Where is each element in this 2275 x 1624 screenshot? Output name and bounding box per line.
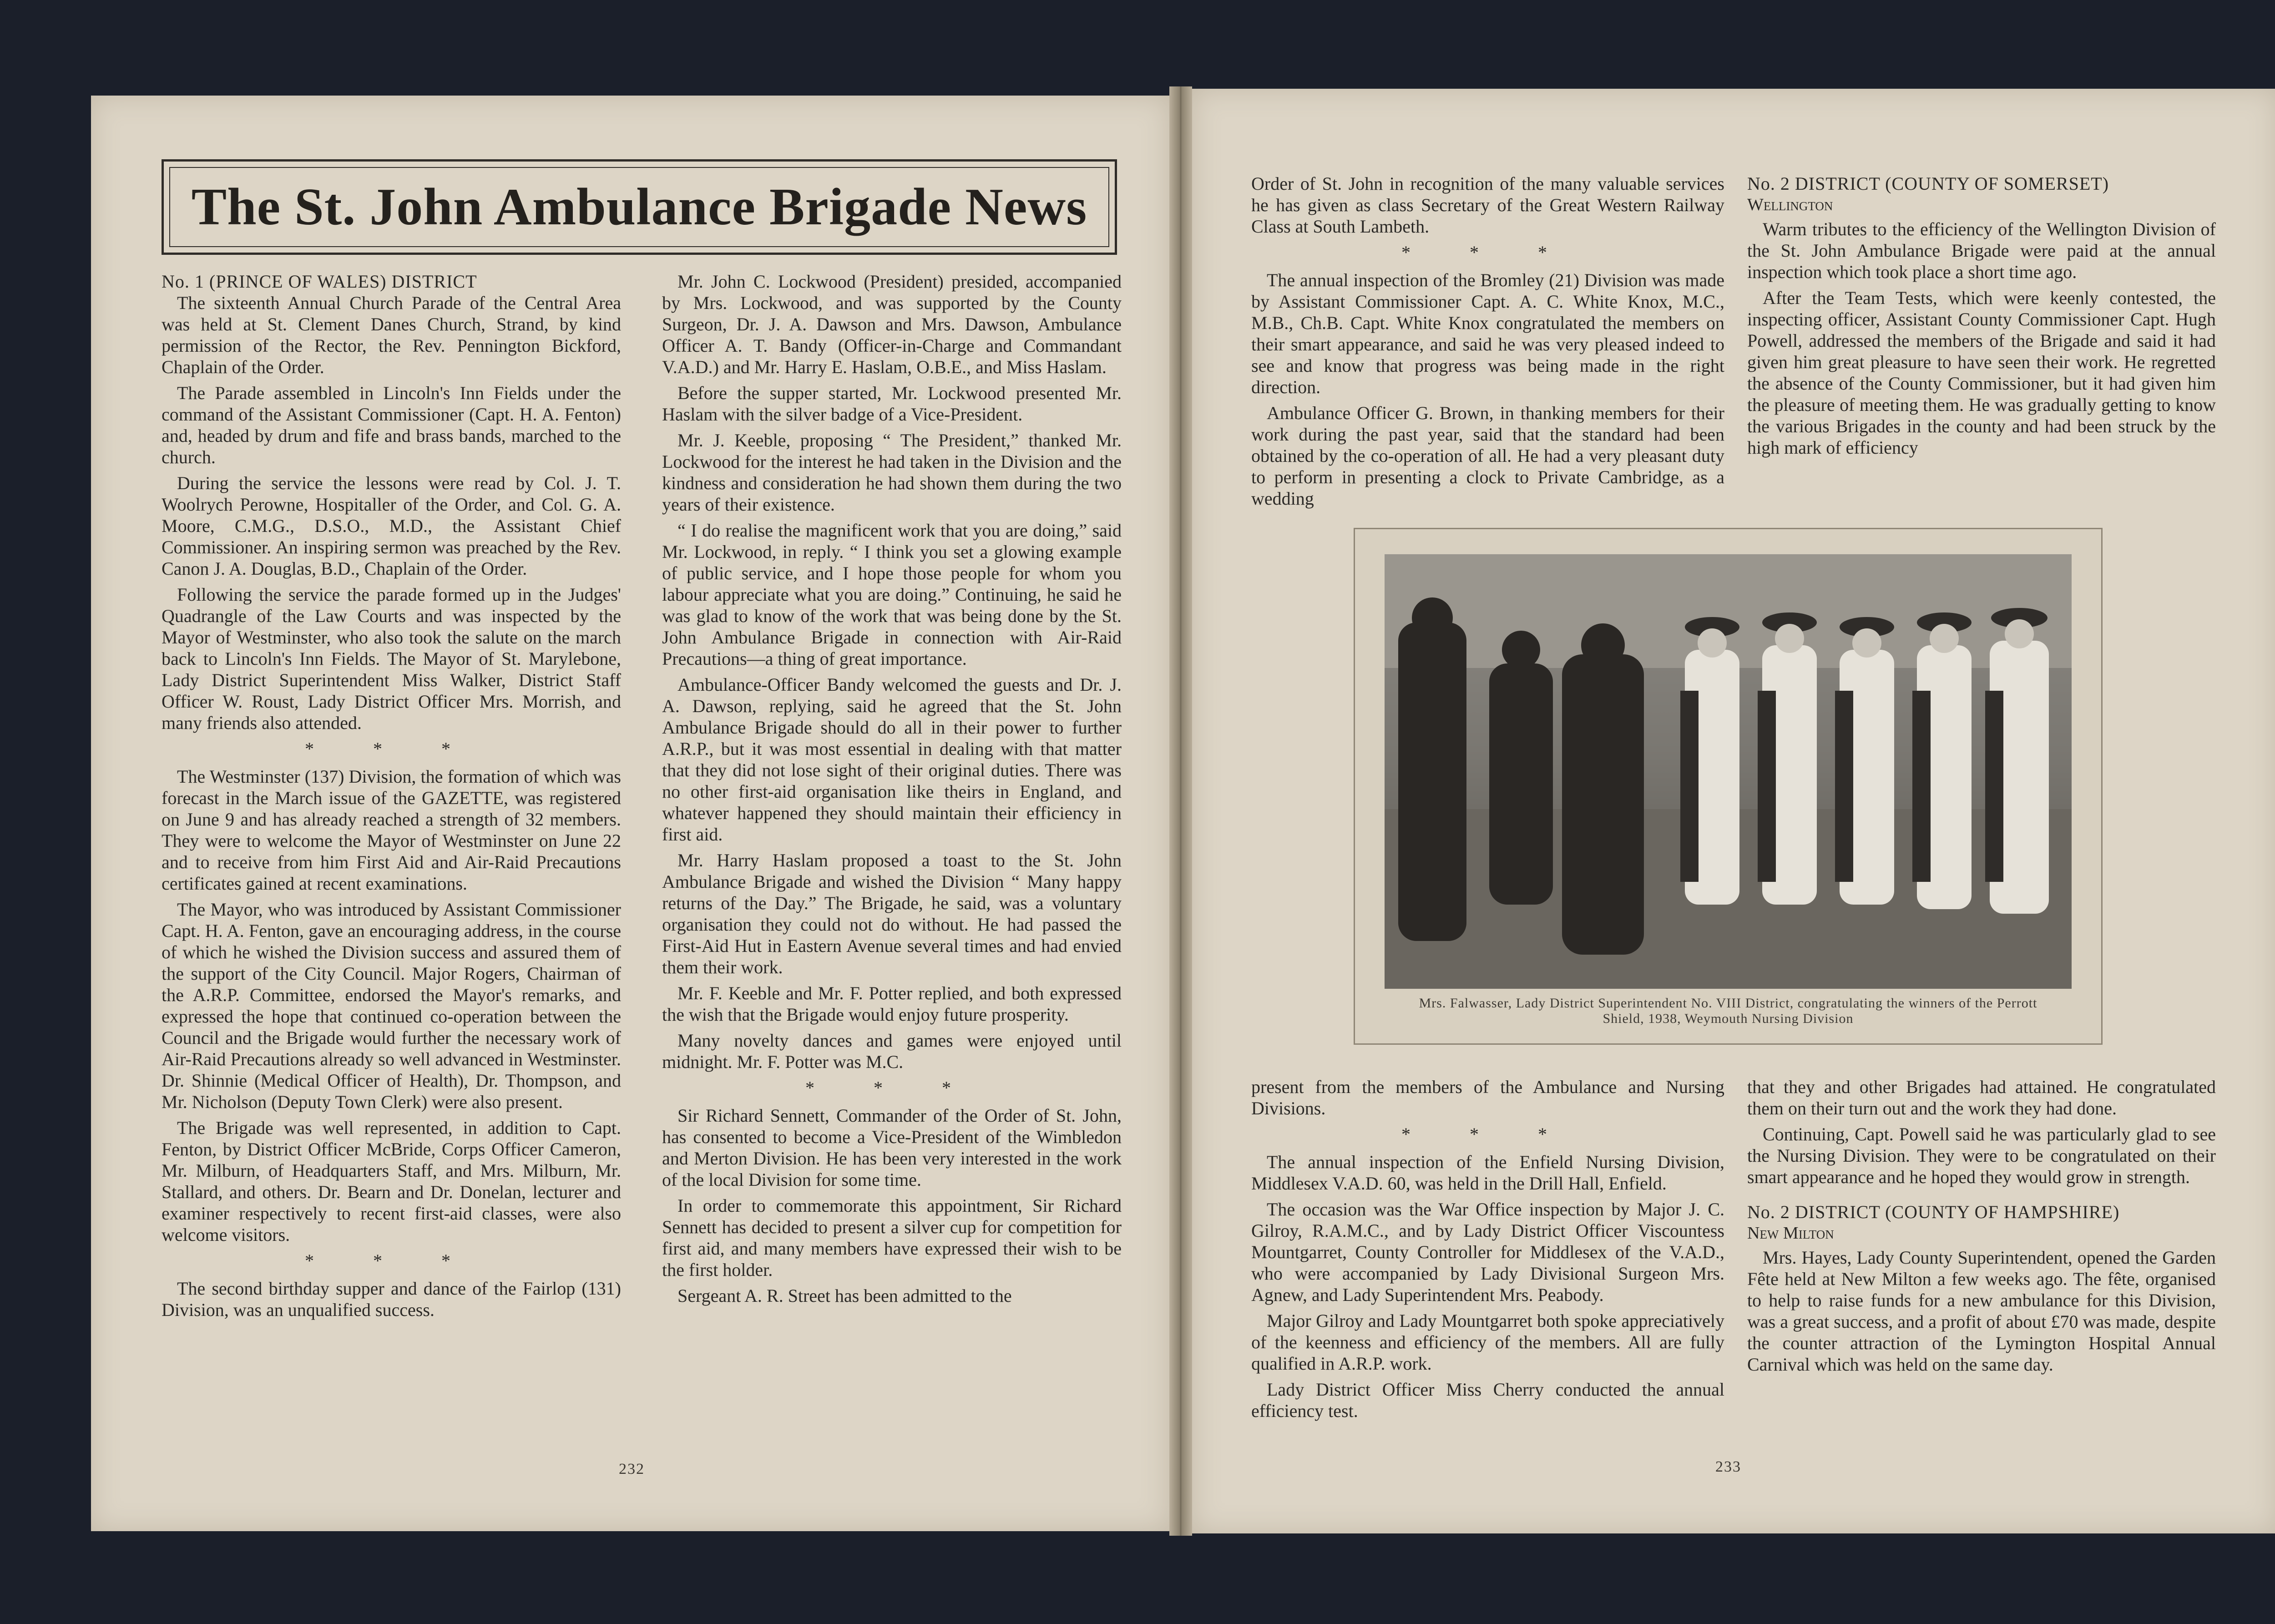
masthead-title: The St. John Ambulance Brigade News — [191, 177, 1087, 236]
paragraph: Ambulance Officer G. Brown, in thanking members for their work during the past year, said that the standard had been obtained by the co-operation of all. He had a very pleasant duty to perform in presenting a clock to Private Cambridge, as a wedding — [1251, 403, 1724, 509]
paragraph: The second birthday supper and dance of the Fairlop (131) Division, was an unqualified success. — [162, 1278, 621, 1320]
paragraph: Sergeant A. R. Street has been admitted to the — [677, 1285, 1012, 1306]
paragraph: The Parade assembled in Lincoln's Inn Fields under the command of the Assistant Commissioner (Capt. H. A. Fenton) and, headed by drum and fife and brass bands, marched to the church. — [162, 383, 621, 467]
paragraph: The Mayor, who was introduced by Assistant Commissioner Capt. H. A. Fenton, gave an encouraging address, in the course of which he wished the Division success and assured them of the support of the City Council. Major Rogers, Chairman of the A.R.P. Committee, endorsed the Mayor's remarks, and expressed the hope that continued co-operation between the Council and the Brigade would further the necessary work of Air-Raid Precautions already so well advanced in Westminster. Dr. Shinnie (Medical Officer of Health), Dr. Thompson, and Mr. Nicholson (Deputy Town Clerk) were also present. — [162, 899, 621, 1112]
paragraph: that they and other Brigades had attained. He congratulated them on their turn out and the work they had done. — [1747, 1077, 2216, 1118]
left-column-1 — [162, 271, 621, 1325]
paragraph: Warm tributes to the efficiency of the Wellington Division of the St. John Ambulance Brigade were paid at the annual inspection which took place a short time ago. — [1747, 219, 2216, 282]
masthead — [162, 159, 1117, 255]
paragraph: Many novelty dances and games were enjoyed until midnight. Mr. F. Potter was M.C. — [662, 1030, 1122, 1072]
right-column-1-bottom — [1251, 1076, 1724, 1426]
paragraph: The occasion was the War Office inspection by Major J. C. Gilroy, R.A.M.C., and by Lady District Officer Viscountess Mountgarret, County Controller for Middlesex of the V.A.D., who were accompanied by Lady Divisional Surgeon Mrs. Agnew, and Lady Superintendent Mrs. Peabody. — [1251, 1199, 1724, 1305]
paragraph: “ I do realise the magnificent work that you are doing,” said Mr. Lockwood, in reply. “ I think you set a glowing example of public service, and I hope those people for whom you labour appreciate what you are doing.” Continuing, he said he was glad to know of the work that was being done by the St. John Ambulance Brigade in connection with Air-Raid Precautions—a thing of great importance. — [662, 520, 1122, 669]
photograph — [1385, 554, 2072, 989]
paragraph: Mr. J. Keeble, proposing “ The President,” thanked Mr. Lockwood for the interest he had taken in the Division and the kindness and consideration he had shown them during the two years of their existence. — [662, 430, 1122, 515]
place-subheading: New Milton — [1747, 1224, 1834, 1243]
photo-frame — [1354, 528, 2103, 1045]
paragraph: The annual inspection of the Enfield Nursing Division, Middlesex V.A.D. 60, was held in the Drill Hall, Enfield. — [1251, 1152, 1724, 1194]
paragraph: Mrs. Hayes, Lady County Superintendent, opened the Garden Fête held at New Milton a few weeks ago. The fête, organised to help to raise funds for a new ambulance for this Division, was a great success, and a profit of about £70 was made, despite the counter attraction of the Lymington Hospital Annual Carnival which was held on the same day. — [1747, 1247, 2216, 1375]
right-column-2-bottom — [1747, 1076, 2216, 1380]
district-heading: No. 1 (PRINCE OF WALES) DISTRICT — [162, 271, 477, 292]
photograph-image — [1385, 554, 2072, 989]
paragraph: Major Gilroy and Lady Mountgarret both spoke appreciatively of the keenness and efficiency of the members. All are fully qualified in A.R.P. work. — [1251, 1310, 1724, 1374]
paragraph: present from the members of the Ambulance and Nursing Divisions. — [1251, 1077, 1724, 1118]
district-heading: No. 2 DISTRICT (COUNTY OF SOMERSET) — [1747, 173, 2109, 194]
paragraph: In order to commemorate this appointment, Sir Richard Sennett has decided to present a silver cup for competition for first aid, and many members have expressed their wish to be the first holder. — [662, 1195, 1122, 1280]
section-divider: * * * — [805, 1078, 978, 1098]
section-divider: * * * — [1401, 1124, 1574, 1144]
right-page — [1192, 89, 2275, 1533]
paragraph: Before the supper started, Mr. Lockwood presented Mr. Haslam with the silver badge of a Vice-President. — [662, 383, 1122, 425]
photo-caption: Mrs. Falwasser, Lady District Superintendent No. VIII District, congratulating the winners of the Perrott Shield, 1938, Weymouth Nursing Division — [1419, 996, 2037, 1026]
paragraph: After the Team Tests, which were keenly contested, the inspecting officer, Assistant County Commissioner Capt. Hugh Powell, addressed the members of the Brigade and said it had given him great pleasure to have seen their work. He regretted the absence of the County Commissioner, but it had given him the pleasure of meeting them. He was gradually getting to know the various Brigades in the county and had been struck by the high mark of efficiency — [1747, 288, 2216, 458]
paragraph: The Westminster (137) Division, the formation of which was forecast in the March issue of the GAZETTE, was registered on June 9 and has already reached a strength of 32 members. They were to welcome the Mayor of Westminster on June 22 and to receive from him First Aid and Air-Raid Precautions certificates gained at recent examinations. — [162, 766, 621, 894]
paragraph: Mr. F. Keeble and Mr. F. Potter replied, and both expressed the wish that the Brigade would enjoy future prosperity. — [662, 983, 1122, 1025]
left-column-2 — [662, 271, 1122, 1311]
section-divider: * * * — [1401, 242, 1574, 263]
place-subheading: Wellington — [1747, 195, 1833, 214]
paragraph: During the service the lessons were read by Col. J. T. Woolrych Perowne, Hospitaller of the Order, and Col. G. A. Moore, C.M.G., D.S.O., M.D., the Assistant Chief Commissioner. An inspiring sermon was preached by the Rev. Canon J. A. Douglas, B.D., Chaplain of the Order. — [162, 473, 621, 579]
right-column-1-top — [1251, 173, 1724, 514]
section-divider: * * * — [305, 739, 478, 759]
paragraph: The Brigade was well represented, in addition to Capt. Fenton, by District Officer McBride, Corps Officer Cameron, Mr. Milburn, of Headquarters Staff, and Mrs. Milburn, Mr. Stallard, and others. Dr. Bearn and Dr. Donelan, lecturer and examiner respectively to recent first-aid classes, were also welcome visitors. — [162, 1118, 621, 1245]
page-number: 232 — [619, 1461, 645, 1477]
page-number: 233 — [1715, 1458, 1741, 1475]
district-heading: No. 2 DISTRICT (COUNTY OF HAMPSHIRE) — [1747, 1202, 2120, 1222]
paragraph: Sir Richard Sennett, Commander of the Order of St. John, has consented to become a Vice-President of the Wimbledon and Merton Division. He has been very interested in the work of the local Division for some time. — [662, 1105, 1122, 1190]
paragraph: Following the service the parade formed up in the Judges' Quadrangle of the Law Courts and was inspected by the Mayor of Westminster, who also took the salute on the march back to Lincoln's Inn Fields. The Mayor of St. Marylebone, Lady District Superintendent Miss Walker, District Staff Officer W. Roust, Lady District Officer Mrs. Morrish, and many friends also attended. — [162, 584, 621, 733]
paragraph: Mr. John C. Lockwood (President) presided, accompanied by Mrs. Lockwood, and was supported by the County Surgeon, Dr. J. A. Dawson and Mrs. Dawson, Ambulance Officer A. T. Bandy (Officer-in-Charge and Commandant V.A.D.) and Mr. Harry E. Haslam, O.B.E., and Miss Haslam. — [662, 271, 1122, 377]
left-page — [91, 96, 1169, 1531]
paragraph: Order of St. John in recognition of the many valuable services he has given as class Secretary of the Great Western Railway Class at South Lambeth. — [1251, 173, 1724, 237]
right-column-2-top — [1747, 173, 2216, 463]
paragraph: Lady District Officer Miss Cherry conducted the annual efficiency test. — [1251, 1379, 1724, 1421]
paragraph: Ambulance-Officer Bandy welcomed the guests and Dr. J. A. Dawson, replying, said he agreed that the St. John Ambulance Brigade should do all in their power to further A.R.P., but it was most essential in dealing with that matter that they did not lose sight of their original duties. There was no other first-aid organisation like theirs in England, and whatever happened they should maintain their efficiency in first aid. — [662, 674, 1122, 845]
paragraph: The annual inspection of the Bromley (21) Division was made by Assistant Commissioner Capt. A. C. White Knox, M.C., M.B., Ch.B. Capt. White Knox congratulated the members on their smart appearance, and said he was very pleased indeed to see and know that progress was being made in the right direction. — [1251, 270, 1724, 397]
section-divider: * * * — [305, 1250, 478, 1271]
paragraph: Mr. Harry Haslam proposed a toast to the St. John Ambulance Brigade and wished the Division “ Many happy returns of the Day.” The Brigade, he said, was a voluntary organisation they could not do without. He had passed the First-Aid Hut in Eastern Avenue several times and had envied them their work. — [662, 850, 1122, 977]
book-gutter — [1169, 86, 1192, 1536]
paragraph: The sixteenth Annual Church Parade of the Central Area was held at St. Clement Danes Church, Strand, by kind permission of the Rector, the Rev. Pennington Bickford, Chaplain of the Order. — [162, 293, 621, 377]
masthead-inner-frame — [169, 167, 1109, 247]
paragraph: Continuing, Capt. Powell said he was particularly glad to see the Nursing Division. They were to be congratulated on their smart appearance and he hoped they would grow in strength. — [1747, 1124, 2216, 1187]
